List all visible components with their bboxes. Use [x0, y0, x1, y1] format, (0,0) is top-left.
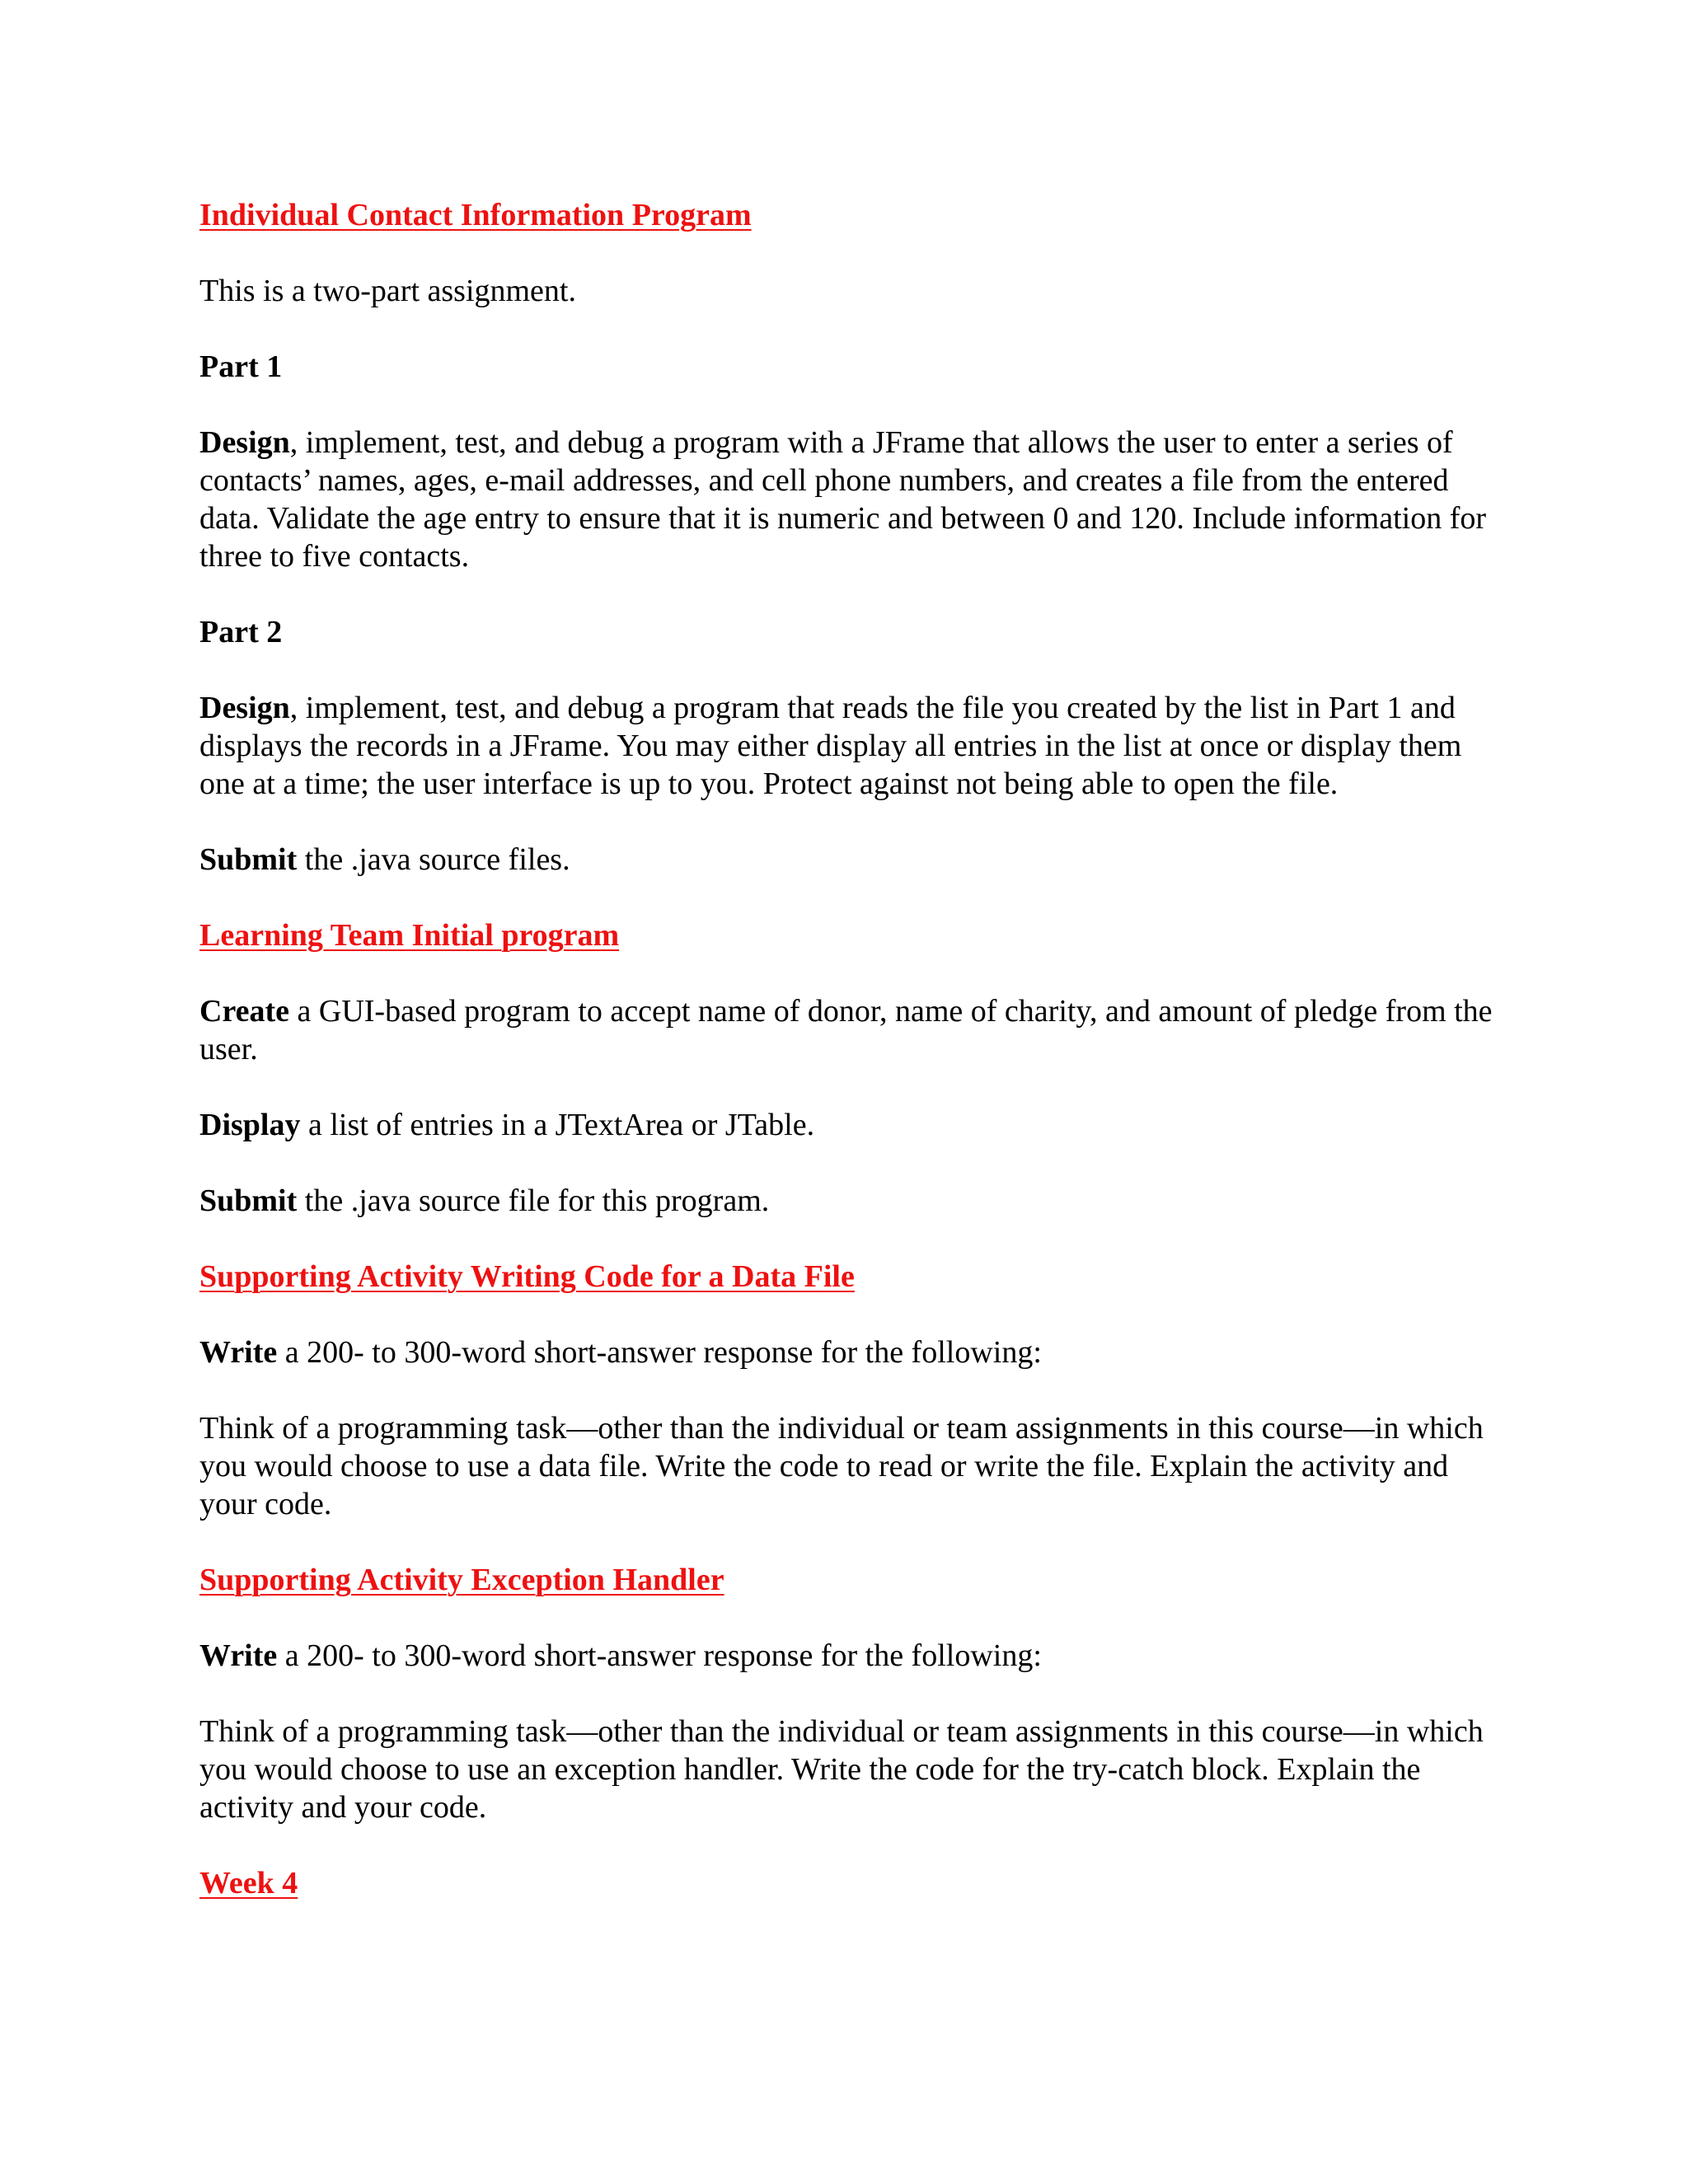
heading-link[interactable]: Learning Team Initial program — [199, 918, 620, 953]
create-paragraph — [199, 992, 1502, 1068]
section-heading-exception-handler — [199, 1561, 1502, 1599]
write-lead-2: Write — [199, 1638, 278, 1673]
section-heading-learning-team — [199, 916, 1502, 954]
heading-link[interactable]: Supporting Activity Writing Code for a Data File — [199, 1259, 855, 1294]
exception-handler-body: Think of a programming task—other than the individual or team assignments in this course—in which you would choose to use an exception handler. Write the code for the try-catch block. Explain the activity and your code. — [199, 1714, 1484, 1825]
display-text: a list of entries in a JTextArea or JTable. — [300, 1108, 815, 1142]
submit-lead-2: Submit — [199, 1183, 298, 1218]
write-text-1: a 200- to 300-word short-answer response for the following: — [277, 1335, 1042, 1370]
submit-paragraph-1 — [199, 841, 1502, 879]
display-paragraph — [199, 1106, 1502, 1144]
write-paragraph-2 — [199, 1637, 1502, 1675]
intro-paragraph: This is a two-part assignment. — [199, 274, 576, 308]
submit-lead-1: Submit — [199, 842, 298, 877]
part2-lead: Design — [199, 691, 290, 725]
heading-link[interactable]: Supporting Activity Exception Handler — [199, 1563, 724, 1597]
section-heading-week-4 — [199, 1864, 1502, 1902]
create-text: a GUI-based program to accept name of donor, name of charity, and amount of pledge from the user. — [199, 994, 1493, 1066]
part2-label: Part 2 — [199, 615, 283, 649]
display-lead: Display — [199, 1108, 301, 1142]
submit-paragraph-2 — [199, 1182, 1502, 1220]
section-heading-data-file — [199, 1258, 1502, 1296]
section-heading-contact-program — [199, 196, 1502, 234]
submit-text-2: the .java source file for this program. — [297, 1183, 770, 1218]
part1-text: , implement, test, and debug a program with a JFrame that allows the user to enter a series of contacts’ names, ages, e-mail addresses, and cell phone numbers, and creates a file from the entered data. Validate the age entry to ensure that it is numeric and between 0 and 120. Include information for three to five contacts. — [199, 425, 1487, 574]
part2-text: , implement, test, and debug a program that reads the file you created by the list in Part 1 and displays the records in a JFrame. You may either display all entries in the list at once or display them one at a time; the user interface is up to you. Protect against not being able to open the file. — [199, 691, 1462, 801]
create-lead: Create — [199, 994, 290, 1029]
write-paragraph-1 — [199, 1333, 1502, 1371]
write-lead-1: Write — [199, 1335, 278, 1370]
heading-link[interactable]: Individual Contact Information Program — [199, 198, 752, 232]
part2-paragraph — [199, 689, 1502, 803]
document-page — [199, 196, 1502, 1940]
submit-text-1: the .java source files. — [297, 842, 570, 877]
part1-lead: Design — [199, 425, 290, 460]
part1-label: Part 1 — [199, 349, 283, 384]
data-file-body: Think of a programming task—other than the individual or team assignments in this course—in which you would choose to use a data file. Write the code to read or write the file. Explain the activity and your code. — [199, 1411, 1484, 1521]
part1-paragraph — [199, 424, 1502, 575]
write-text-2: a 200- to 300-word short-answer response for the following: — [277, 1638, 1042, 1673]
heading-link[interactable]: Week 4 — [199, 1866, 298, 1900]
